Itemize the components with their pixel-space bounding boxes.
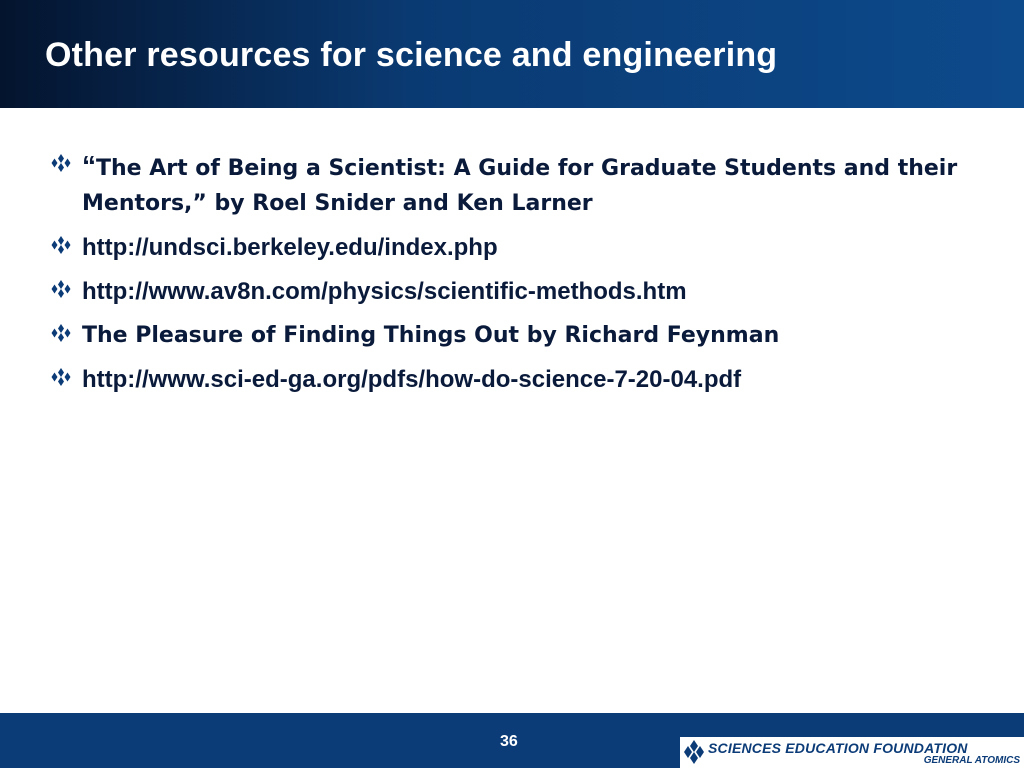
four-diamond-bullet-icon [48, 148, 82, 176]
list-item [48, 362, 988, 397]
four-diamond-bullet-icon [48, 362, 82, 390]
resource-link[interactable]: http://www.sci-ed-ga.org/pdfs/how-do-science-7-20-04.pdf [82, 366, 742, 393]
resource-link[interactable]: http://www.av8n.com/physics/scientific-methods.htm [82, 278, 687, 305]
bullet-list [48, 148, 988, 406]
resource-link[interactable]: http://undsci.berkeley.edu/index.php [82, 234, 498, 261]
four-diamond-bullet-icon [48, 274, 82, 302]
list-item [48, 148, 988, 221]
list-item [48, 230, 988, 265]
logo-title: SCIENCES EDUCATION FOUNDATION [708, 740, 968, 756]
four-diamond-logo-icon [683, 740, 705, 768]
list-item [48, 318, 988, 353]
four-diamond-bullet-icon [48, 230, 82, 258]
page-number: 36 [500, 733, 518, 750]
title-bar [0, 0, 1024, 108]
bullet-text [82, 148, 988, 221]
slide-title: Other resources for science and engineering [45, 36, 778, 74]
foundation-logo [680, 737, 1024, 768]
list-item [48, 274, 988, 309]
open-quote: “ [82, 150, 96, 181]
book-title: The Pleasure of Finding Things Out by Richard Feynman [82, 323, 780, 348]
book-citation: The Art of Being a Scientist: A Guide for Graduate Students and their Mentors,” by Roel Snider and Ken Larner [82, 156, 958, 216]
footer-bar [0, 713, 1024, 768]
logo-subtitle: GENERAL ATOMICS [923, 755, 1020, 766]
four-diamond-bullet-icon [48, 318, 82, 346]
